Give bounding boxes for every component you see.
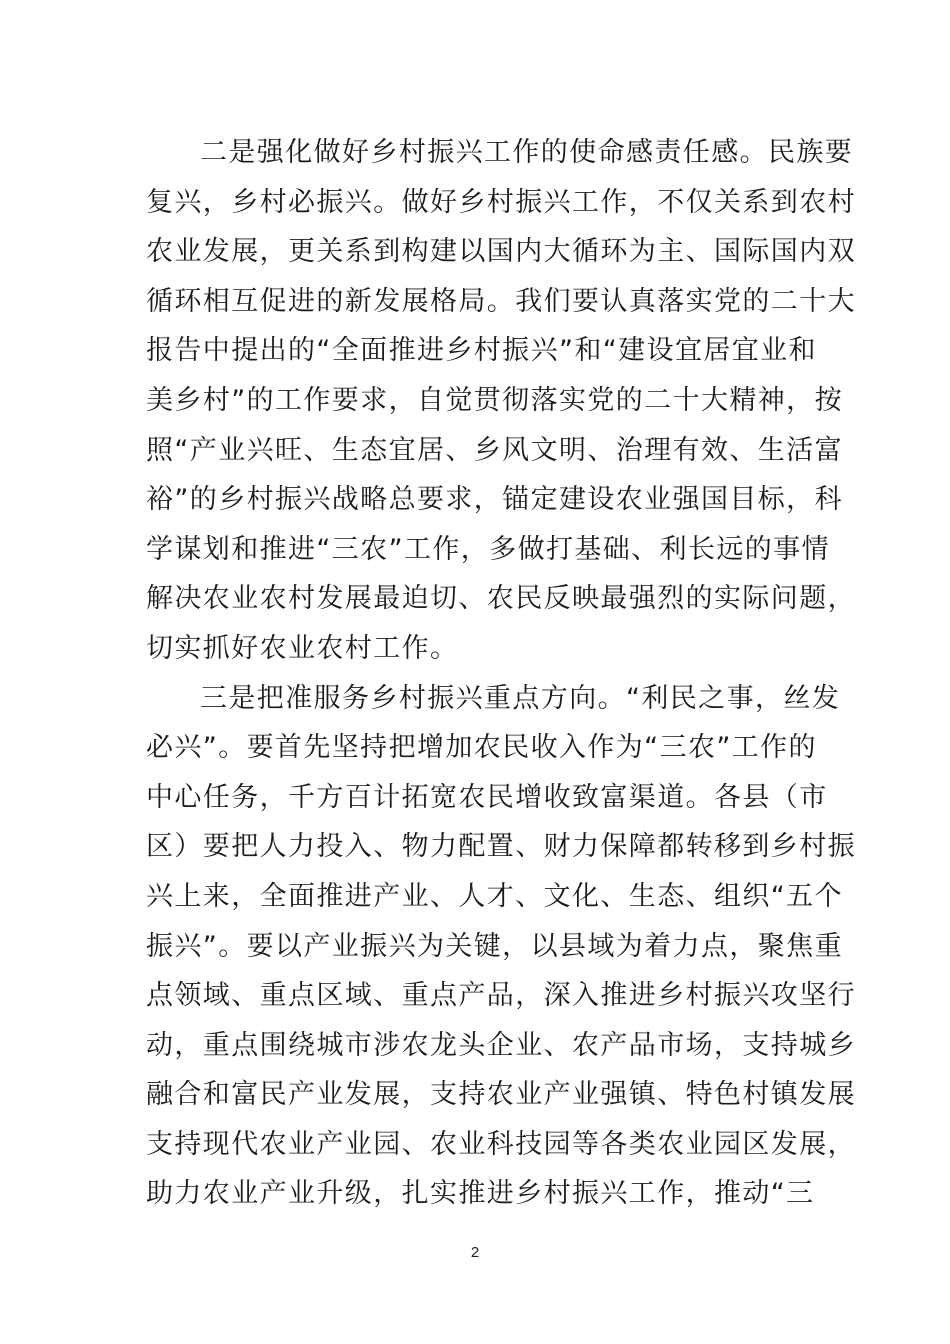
paragraph-1-line-11: 切实抓好农业农村工作。 — [146, 632, 459, 664]
paragraph-2-line-9: 融合和富民产业发展，支持农业产业强镇、特色村镇发展 — [146, 1079, 856, 1111]
paragraph-1-line-6: 美乡村”的工作要求，自觉贯彻落实党的二十大精神，按 — [146, 384, 843, 416]
paragraph-1-line-7: 照“产业兴旺、生态宜居、乡风文明、治理有效、生活富 — [146, 434, 843, 466]
paragraph-1-line-8: 裕”的乡村振兴战略总要求，锚定建设农业强国目标，科 — [146, 484, 843, 516]
paragraph-1-line-5: 报告中提出的“全面推进乡村振兴”和“建设宜居宜业和 — [146, 335, 817, 367]
paragraph-2-line-4: 区）要把人力投入、物力配置、财力保障都转移到乡村振 — [146, 831, 856, 863]
paragraph-1-line-4: 循环相互促进的新发展格局。我们要认真落实党的二十大 — [146, 285, 856, 317]
body-text — [146, 128, 856, 1219]
paragraph-2-line-3: 中心任务，千方百计拓宽农民增收致富渠道。各县（市 — [146, 781, 828, 813]
paragraph-2-line-8: 动，重点围绕城市涉农龙头企业、农产品市场，支持城乡 — [146, 1029, 856, 1061]
paragraph-2-line-6: 振兴”。要以产业振兴为关键，以县域为着力点，聚焦重 — [146, 930, 843, 962]
paragraph-2-line-5: 兴上来，全面推进产业、人才、文化、生态、组织“五个 — [146, 880, 843, 912]
paragraph-1-line-9: 学谋划和推进“三农”工作，多做打基础、利长远的事情 — [146, 533, 830, 565]
paragraph-1-line-3: 农业发展，更关系到构建以国内大循环为主、国际国内双 — [146, 236, 856, 268]
paragraph-2-line-7: 点领域、重点区域、重点产品，深入推进乡村振兴攻坚行 — [146, 980, 856, 1012]
paragraph-2-line-10: 支持现代农业产业园、农业科技园等各类农业园区发展， — [146, 1128, 856, 1160]
paragraph-1-line-2: 复兴，乡村必振兴。做好乡村振兴工作，不仅关系到农村 — [146, 186, 856, 218]
paragraph-2-line-1: 三是把准服务乡村振兴重点方向。“利民之事，丝发 — [200, 682, 841, 714]
paragraph-2-line-11: 助力农业产业升级，扎实推进乡村振兴工作，推动“三 — [146, 1178, 815, 1210]
page-number: 2 — [470, 1244, 480, 1261]
paragraph-1-line-10: 解决农业农村发展最迫切、农民反映最强烈的实际问题， — [146, 583, 856, 615]
paragraph-1-line-1: 二是强化做好乡村振兴工作的使命感责任感。民族要 — [200, 137, 854, 168]
paragraph-2-line-2: 必兴”。要首先坚持把增加农民收入作为“三农”工作的 — [146, 732, 817, 764]
